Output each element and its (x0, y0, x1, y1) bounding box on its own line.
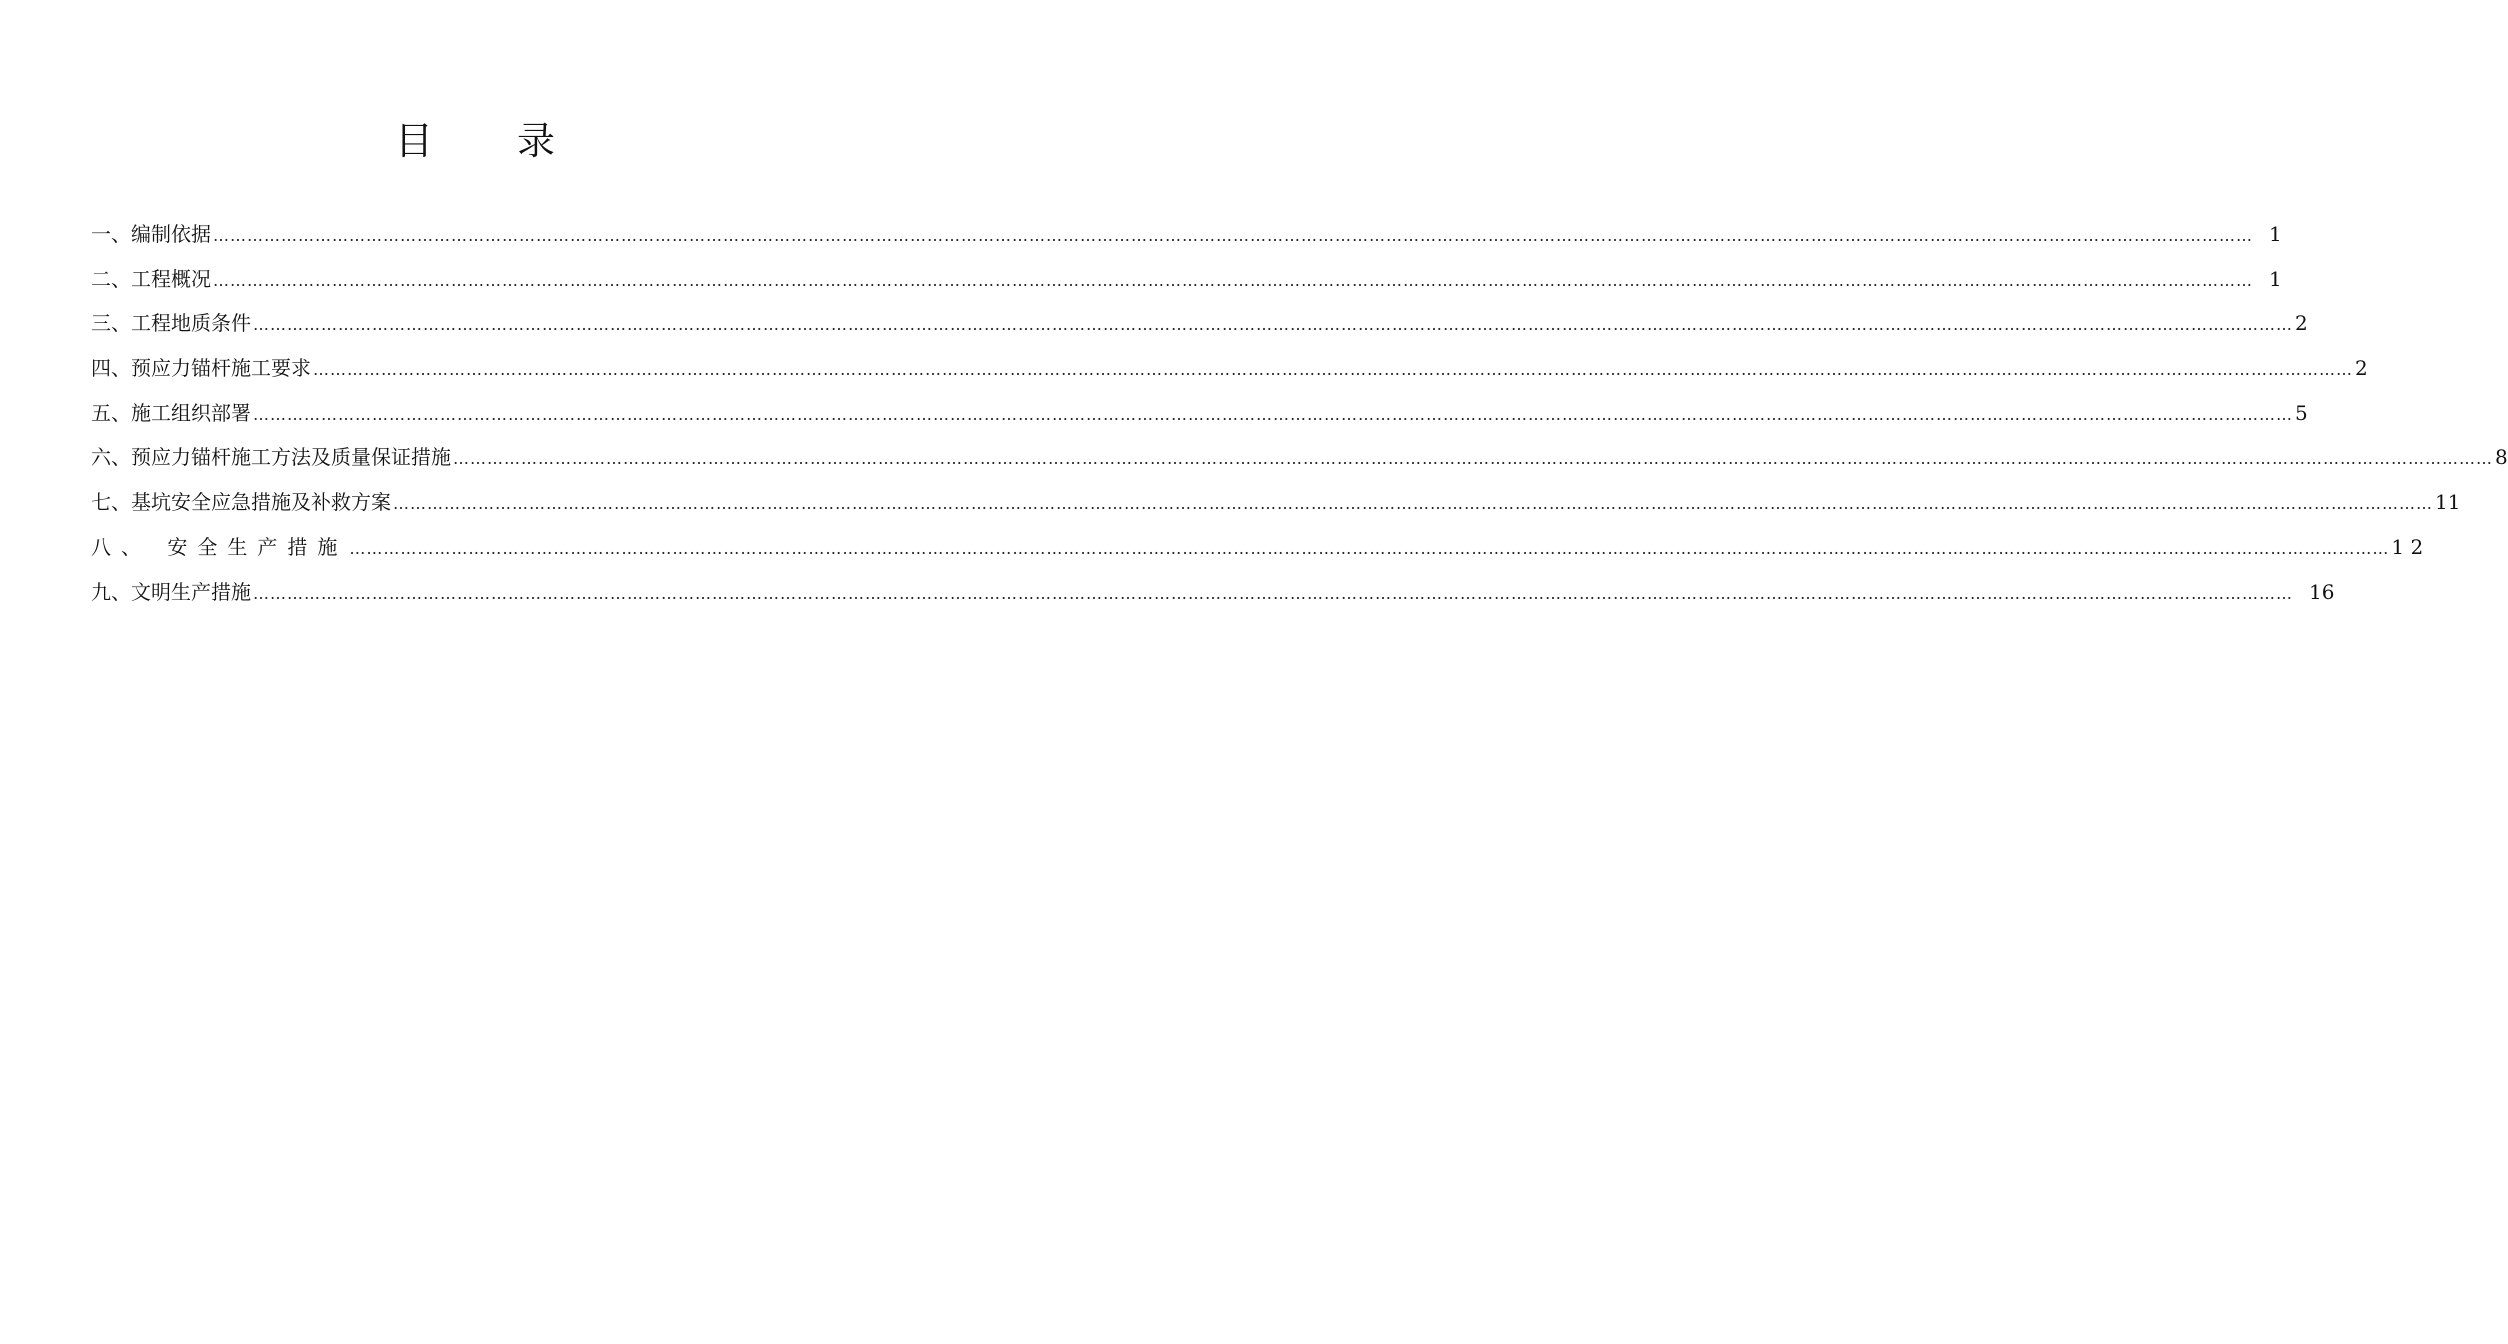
toc-entry[interactable] (91, 525, 2424, 570)
dot-leader: ……………………………………………………………………………………………………………………………………………………………………………………………………………………………………………………………………………………………………………………………… (213, 270, 2253, 290)
dot-leader: ……………………………………………………………………………………………………………………………………………………………………………………………………………………………………………………………………………………………………………………………… (213, 226, 2253, 245)
toc-entry-page: 8 (2495, 445, 2508, 470)
toc-entry-label: 五、施工组织部署 (91, 400, 251, 425)
toc-entry-page: 1 (2269, 222, 2282, 246)
dot-leader: ……………………………………………………………………………………………………………………………………………………………………………………………………………………………………………………………………………………………………………………………… (393, 494, 2433, 514)
dot-leader: ……………………………………………………………………………………………………………………………………………………………………………………………………………………………………………………………………………………………………………………………… (253, 404, 2293, 424)
toc-entry-page: 16 (2309, 579, 2335, 604)
dot-leader: ……………………………………………………………………………………………………………………………………………………………………………………………………………………………………………………………………………………………………………………………… (253, 315, 2293, 335)
table-of-contents (91, 212, 2508, 614)
toc-entry[interactable] (91, 480, 2461, 525)
toc-entry-label: 二、工程概况 (91, 266, 211, 291)
toc-entry[interactable] (91, 570, 2335, 615)
toc-entry-page: 1 (2269, 266, 2282, 291)
toc-entry[interactable] (91, 301, 2308, 346)
toc-entry-page: 1 2 (2391, 534, 2424, 559)
toc-entry-page: 5 (2295, 400, 2308, 425)
dot-leader: ……………………………………………………………………………………………………………………………………………………………………………………………………………………………………………………………………………………………………………………………… (253, 583, 2293, 603)
toc-entry[interactable] (91, 212, 2282, 257)
dot-leader: ……………………………………………………………………………………………………………………………………………………………………………………………………………………………………………………………………………………………………………………………… (453, 449, 2493, 469)
toc-entry-label: 九、文明生产措施 (91, 579, 251, 604)
toc-entry-label: 三、工程地质条件 (91, 311, 251, 336)
toc-entry[interactable] (91, 257, 2282, 302)
toc-entry-label: 七、基坑安全应急措施及补救方案 (91, 490, 391, 515)
toc-entry[interactable] (91, 391, 2308, 436)
toc-entry[interactable] (91, 346, 2368, 391)
dot-leader: ……………………………………………………………………………………………………………………………………………………………………………………………………………………………………………………………………………………………………………………………… (313, 360, 2353, 380)
toc-entry-label: 一、编制依据 (91, 222, 211, 246)
toc-entry-label: 八、 安全生产措施 (91, 534, 348, 559)
page-title: 目 录 (394, 119, 592, 164)
toc-entry-label: 六、预应力锚杆施工方法及质量保证措施 (91, 445, 451, 470)
toc-entry-page: 11 (2435, 490, 2461, 515)
toc-entry[interactable] (91, 435, 2508, 480)
dot-leader: ……………………………………………………………………………………………………………………………………………………………………………………………………………………………………………………………………………………………………………………………… (349, 538, 2390, 558)
toc-entry-page: 2 (2355, 356, 2368, 381)
toc-entry-label: 四、预应力锚杆施工要求 (91, 356, 311, 381)
toc-entry-page: 2 (2295, 311, 2308, 336)
